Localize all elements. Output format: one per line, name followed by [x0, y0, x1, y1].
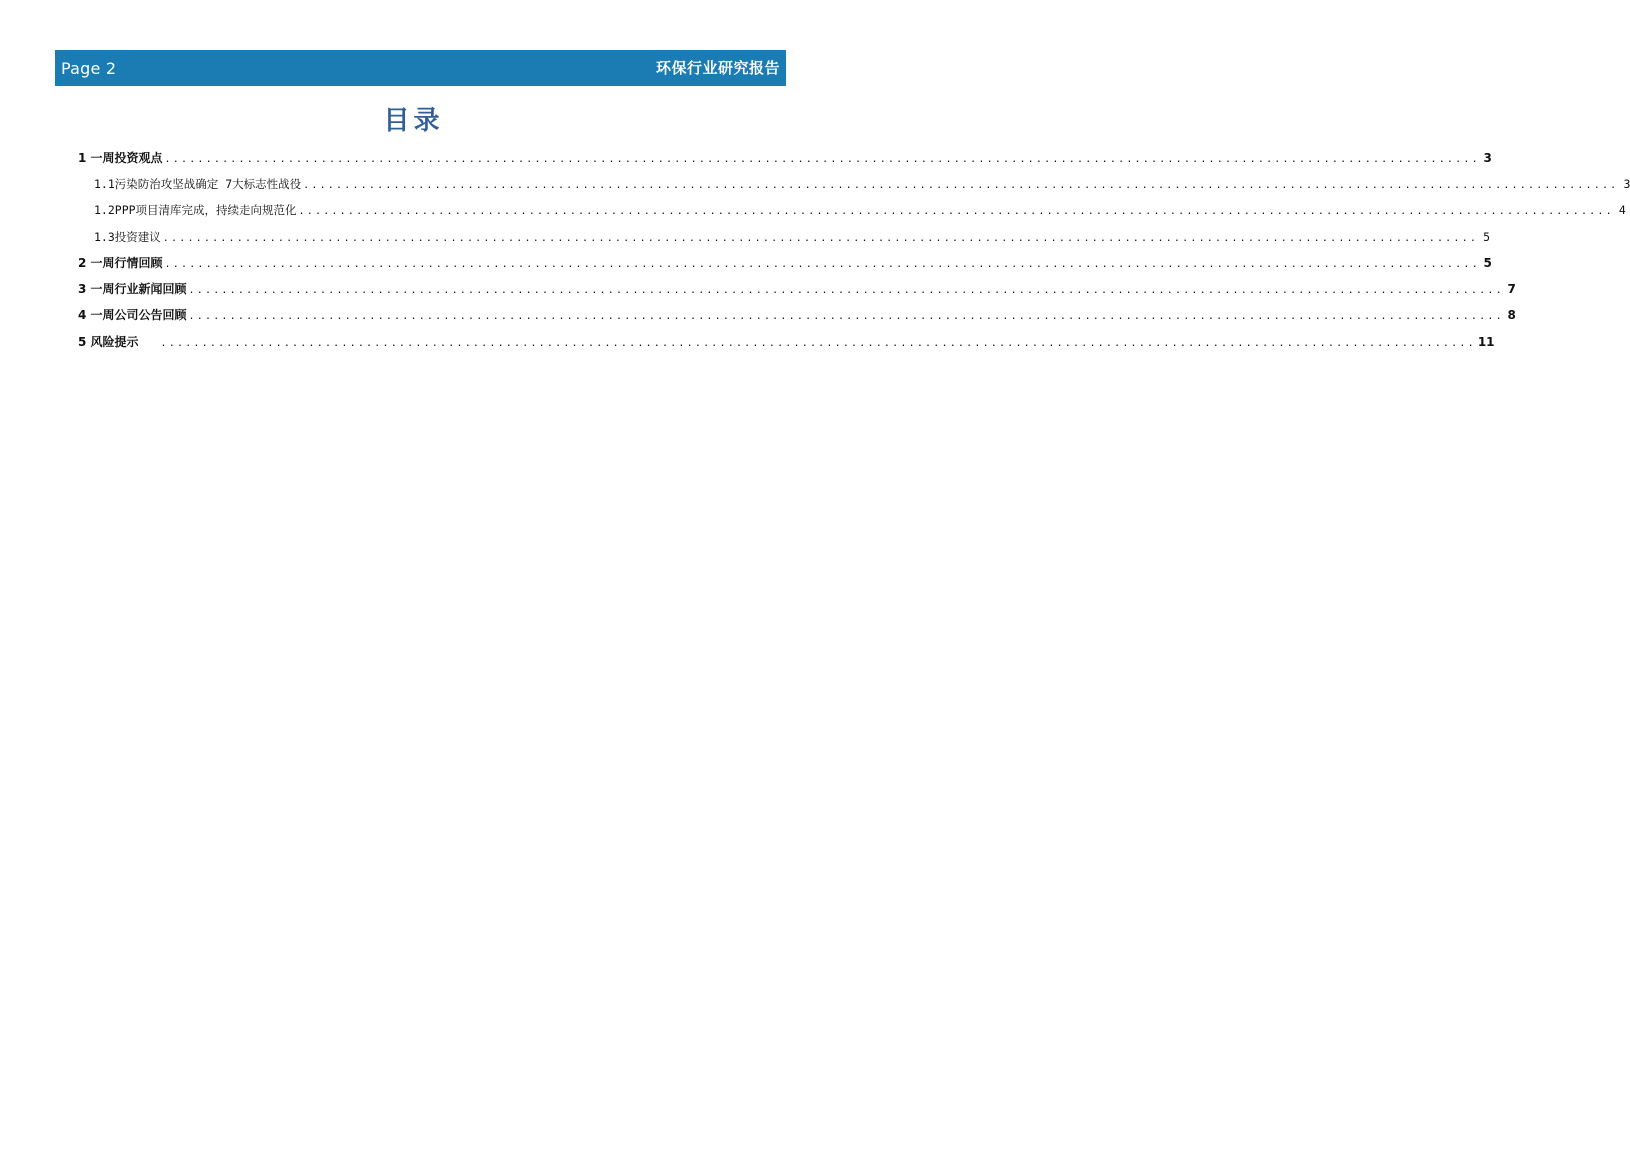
toc-leader-dots: ................................................................................................................................................................ — [298, 206, 1614, 217]
toc-entry-page: 8 — [1507, 308, 1516, 322]
toc-leader-dots: ................................................................................................................................................................ — [188, 311, 1504, 322]
toc-leader-dots: ................................................................................................................................................................ — [164, 154, 1480, 165]
toc-entry-label: 4 一周公司公告回顾 — [78, 308, 187, 322]
toc-entry-label: 1.3投资建议 — [94, 230, 161, 244]
toc-entry-3[interactable] — [78, 279, 1516, 299]
toc-leader-dots: ................................................................................................................................................................ — [160, 338, 1476, 349]
page-header-bar — [55, 50, 786, 86]
toc-entry-label: 3 一周行业新闻回顾 — [78, 282, 187, 296]
toc-entry-page: 7 — [1507, 282, 1516, 296]
toc-entry-page: 3 — [1483, 151, 1492, 165]
toc-entry-page: 5 — [1483, 256, 1492, 270]
toc-entry-label: 5 风险提示 — [78, 335, 139, 349]
toc-entry-1-1[interactable] — [94, 174, 1630, 194]
toc-title: 目录 — [383, 106, 444, 136]
toc-entry-label: 1.1污染防治攻坚战确定 7大标志性战役 — [94, 177, 302, 191]
toc-leader-dots: ................................................................................................................................................................ — [188, 285, 1504, 296]
toc-entry-label: 1 一周投资观点 — [78, 151, 163, 165]
toc-entry-label: 2 一周行情回顾 — [78, 256, 163, 270]
toc-entry-page: 5 — [1483, 230, 1491, 244]
toc-entry-1-2[interactable] — [94, 200, 1626, 220]
toc-leader-dots: ................................................................................................................................................................ — [164, 259, 1480, 270]
toc-entry-2[interactable] — [78, 253, 1492, 273]
report-title: 环保行业研究报告 — [655, 59, 780, 77]
toc-entry-label: 1.2PPP项目清库完成，持续走向规范化 — [94, 203, 297, 217]
toc-entry-page: 4 — [1618, 203, 1626, 217]
toc-leader-dots: ................................................................................................................................................................ — [162, 233, 1479, 244]
page-number-label: Page 2 — [61, 59, 117, 78]
toc-entry-1[interactable] — [78, 148, 1492, 168]
toc-leader-dots: ................................................................................................................................................................ — [303, 180, 1619, 191]
toc-entry-page: 11 — [1477, 335, 1495, 349]
toc-entry-1-3[interactable] — [94, 227, 1491, 247]
toc-entry-5[interactable] — [78, 332, 1495, 352]
toc-entry-4[interactable] — [78, 305, 1516, 325]
toc-entry-page: 3 — [1623, 177, 1630, 191]
